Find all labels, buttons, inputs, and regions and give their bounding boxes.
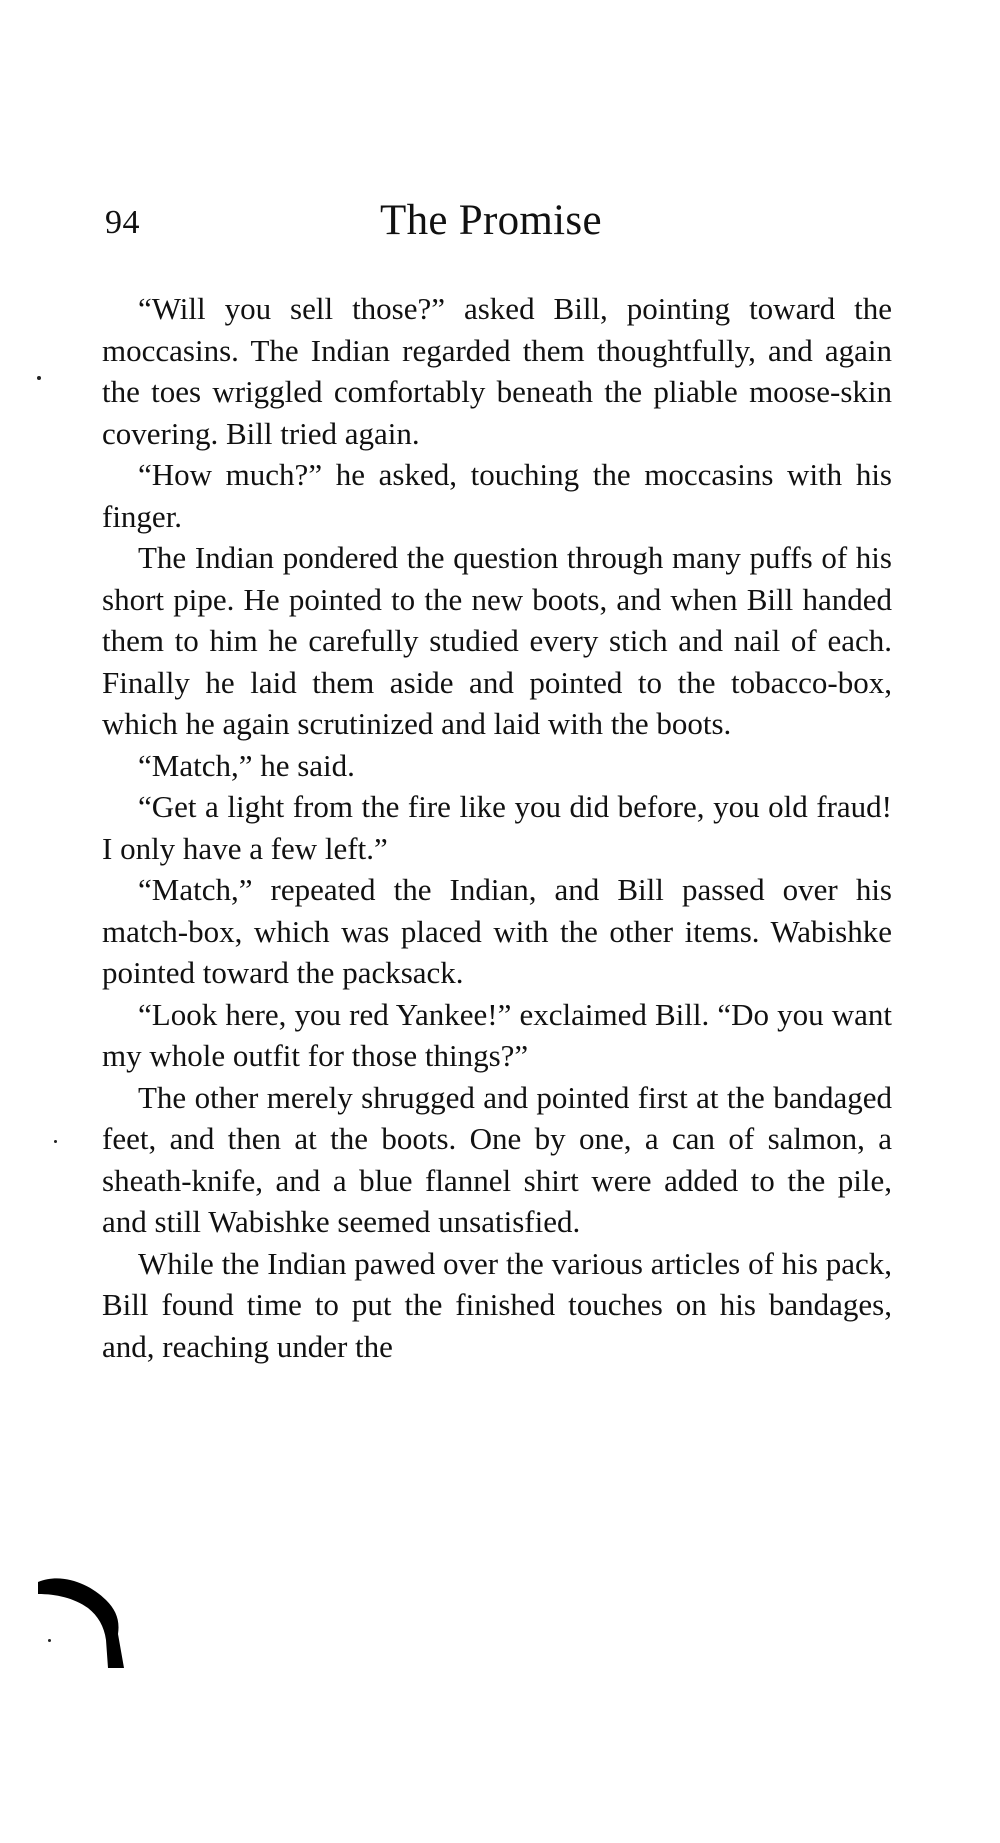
scan-speck xyxy=(37,376,41,380)
running-head: The Promise xyxy=(380,197,602,244)
paragraph: The Indian pondered the question through many puffs of his short pipe. He pointed to the new boots, and when Bill handed them to him he carefully studied every stich and nail of each. Finally he laid them aside and pointed to the tobacco-box, which he again scrutinized and laid with the boots. xyxy=(102,540,892,741)
paragraph: While the Indian pawed over the various articles of his pack, Bill found time to put the finished touches on his bandages, and, reaching under the xyxy=(102,1245,892,1364)
paragraph: “Match,” he said. xyxy=(138,747,355,783)
paragraph: “Match,” repeated the Indian, and Bill passed over his match-box, which was placed with the other items. Wabishke pointed toward the packsack. xyxy=(102,872,892,990)
paragraph: “How much?” he asked, touching the moccasins with his finger. xyxy=(102,457,892,534)
body-text xyxy=(102,288,892,1367)
paragraph: “Will you sell those?” asked Bill, pointing toward the moccasins. The Indian regarded them thoughtfully, and again the toes wriggled comfortably beneath the pliable moose-skin covering. Bill tried again. xyxy=(102,291,892,451)
paragraph: “Look here, you red Yankee!” exclaimed Bill. “Do you want my whole outfit for those things?” xyxy=(102,996,892,1073)
scan-speck xyxy=(54,1140,57,1143)
paragraph: The other merely shrugged and pointed first at the bandaged feet, and then at the boots. One by one, a can of salmon, a sheath-knife, and a blue flannel shirt were added to the pile, and still Wabishke seemed unsatisfied. xyxy=(102,1079,892,1239)
scan-artifact-mark xyxy=(34,1560,144,1670)
page-header xyxy=(105,196,895,256)
page-number: 94 xyxy=(105,204,140,241)
paragraph: “Get a light from the fire like you did before, you old fraud! I only have a few left.” xyxy=(102,789,892,866)
